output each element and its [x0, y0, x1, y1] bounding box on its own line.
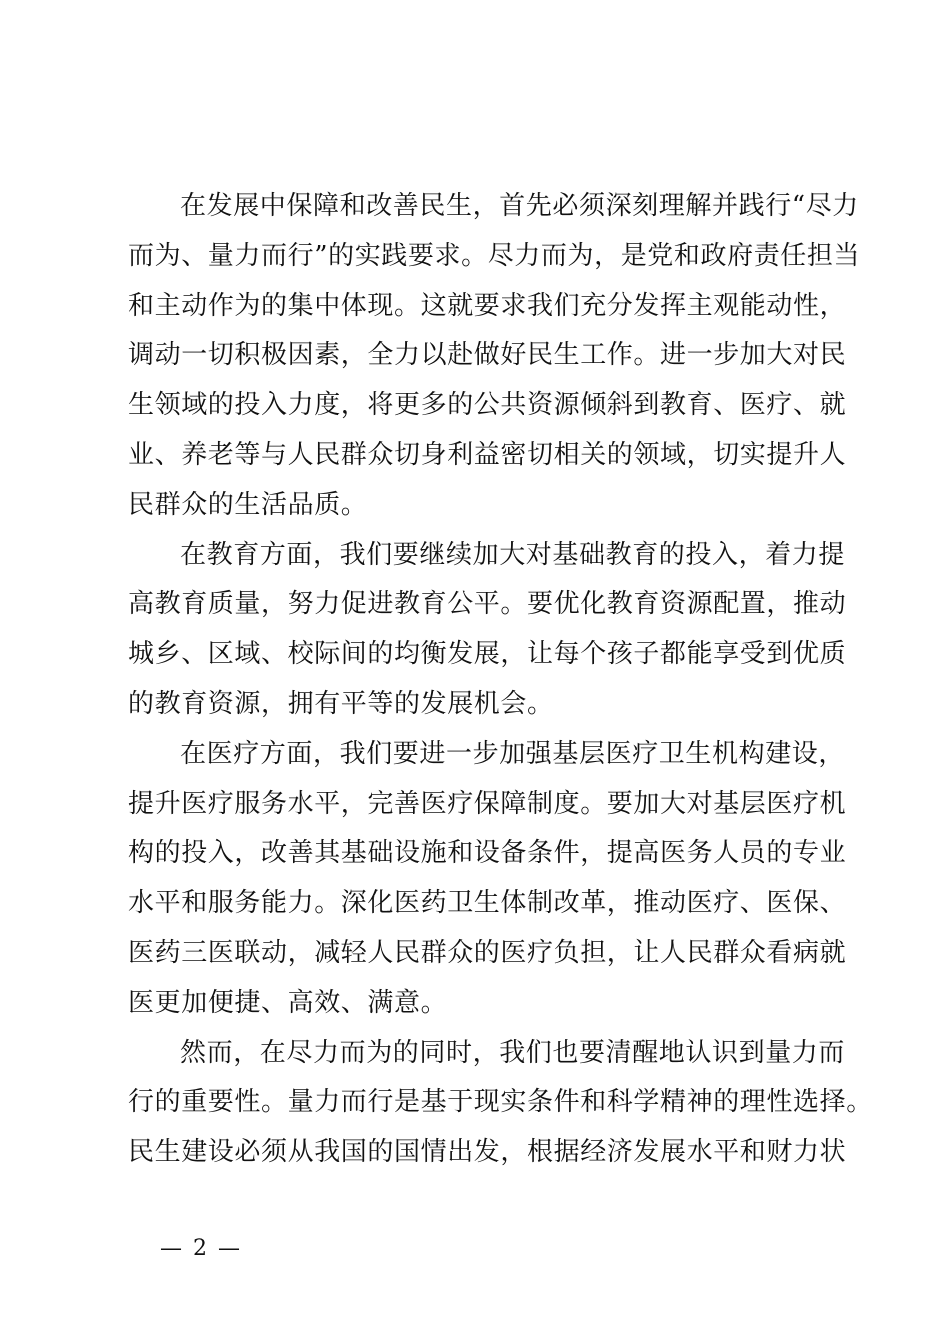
- text-line: 构的投入，改善其基础设施和设备条件，提高医务人员的专业: [128, 838, 847, 869]
- text-line: 医药三医联动，减轻人民群众的医疗负担，让人民群众看病就: [128, 937, 847, 968]
- text-line: 民群众的生活品质。: [128, 489, 368, 520]
- text-line: 高教育质量，努力促进教育公平。要优化教育资源配置，推动: [128, 589, 847, 620]
- text-line: 在发展中保障和改善民生，首先必须深刻理解并践行“尽力: [180, 191, 859, 221]
- paragraph-1: [128, 182, 861, 531]
- paragraph-3: [128, 730, 847, 1029]
- text-line: 和主动作为的集中体现。这就要求我们充分发挥主观能动性，: [128, 290, 847, 321]
- text-line: 水平和服务能力。深化医药卫生体制改革，推动医疗、医保、: [128, 888, 847, 919]
- text-line: 民生建设必须从我国的国情出发，根据经济发展水平和财力状: [128, 1137, 847, 1168]
- text-line: 业、养老等与人民群众切身利益密切相关的领域，切实提升人: [128, 439, 847, 470]
- text-line: 在医疗方面，我们要进一步加强基层医疗卫生机构建设，: [180, 738, 846, 769]
- text-line: 医更加便捷、高效、满意。: [128, 987, 448, 1018]
- text-line: 然而，在尽力而为的同时，我们也要清醒地认识到量力而: [180, 1037, 846, 1068]
- text-line: 生领域的投入力度，将更多的公共资源倾斜到教育、医疗、就: [128, 390, 847, 421]
- text-line: 行的重要性。量力而行是基于现实条件和科学精神的理性选择。: [128, 1087, 873, 1118]
- text-line: 调动一切积极因素，全力以赴做好民生工作。进一步加大对民: [128, 340, 847, 371]
- text-line: 在教育方面，我们要继续加大对基础教育的投入，着力提: [180, 539, 846, 570]
- document-body: [128, 182, 873, 1178]
- paragraph-2: [128, 531, 847, 730]
- text-line: 的教育资源，拥有平等的发展机会。: [128, 688, 554, 719]
- paragraph-4: [128, 1029, 873, 1178]
- page-number: — 2 —: [160, 1236, 242, 1261]
- text-line: 提升医疗服务水平，完善医疗保障制度。要加大对基层医疗机: [128, 788, 847, 819]
- text-line: 城乡、区域、校际间的均衡发展，让每个孩子都能享受到优质: [128, 639, 847, 670]
- text-line: 而为、量力而行”的实践要求。尽力而为，是党和政府责任担当: [128, 240, 861, 271]
